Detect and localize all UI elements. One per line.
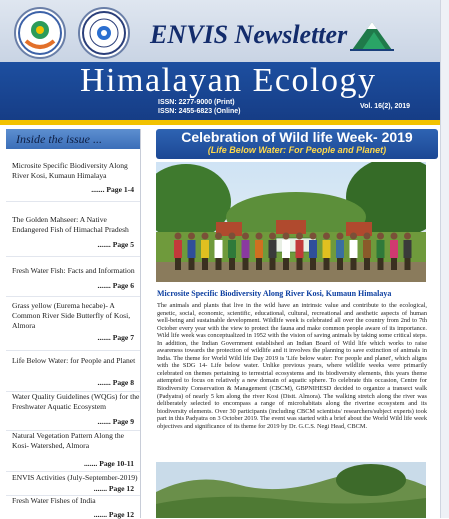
person-figure (377, 240, 385, 258)
person-figure (269, 240, 277, 258)
person-figure (404, 240, 412, 258)
toc-divider (6, 201, 140, 202)
person-figure (255, 240, 263, 258)
person-figure (174, 240, 182, 258)
toc-item-page: ....... Page 9 (97, 417, 134, 426)
toc-item-title[interactable]: Life Below Water: for People and Planet (12, 356, 136, 365)
person-figure (363, 240, 371, 258)
mountain-logo-icon (350, 18, 394, 52)
magazine-title: Himalayan Ecology (80, 62, 377, 99)
person-figure (215, 240, 223, 258)
toc-heading-text: Inside the issue ... (16, 132, 102, 146)
toc-divider (6, 256, 140, 257)
toc-item-page: ....... Page 12 (93, 510, 134, 519)
person-figure (282, 240, 290, 258)
toc-item-page: ....... Page 7 (97, 333, 134, 342)
toc-item-page: ....... Page 1-4 (91, 185, 134, 194)
toc-divider (6, 296, 140, 297)
toc-item-title[interactable]: Natural Vegetation Pattern Along the Kosi- Watershed, Almora (12, 431, 125, 450)
person-figure (296, 240, 304, 258)
toc-item-title[interactable]: The Golden Mahseer: A Native Endangered Fish of Himachal Pradesh (12, 215, 129, 234)
banner-title: Celebration of Wild life Week- 2019 (181, 129, 413, 145)
toc-divider (6, 471, 140, 472)
banner-subtitle: (Life Below Water: For People and Planet) (207, 145, 387, 155)
toc-item-page: ....... Page 5 (97, 240, 134, 249)
issn-online: ISSN: 2455-6823 (Online) (158, 108, 241, 115)
page-scrollbar[interactable] (440, 0, 449, 518)
toc-item-title[interactable]: Fresh Water Fish: Facts and Information (12, 266, 135, 275)
toc-sidebar (6, 129, 141, 518)
landscape-photo-image (156, 462, 426, 518)
person-figure (188, 240, 196, 258)
person-figure (390, 240, 398, 258)
ministry-emblem-icon (14, 7, 66, 59)
feature-banner (156, 129, 438, 159)
article-body: The animals and plants that live in the wild have an intrinsic value and contribute to the ecological, genetic, social, economic, scientific, educational, cultural, recreational and aesthetic aspects of human well-being and sustainable development. Wildlife week is celebrated all over the country from 2nd to 7th October every year with the view to protect the fauna and make common people aware of its importance. Wild life week was conceptualized in 1952 with the vision of saving animals by taking some critical steps. In addition, the Indian Government established an Indian Board of Wild life which works to raise awareness towards the protection of wildlife and it involves the planning to save extinction of animals in India. The theme for World Wild life Day 2019 is 'Life below water: For people and planet', which aligns with the SDG 14- Life below water. Unlike previous years, where wildlife weeks were primarily celebrated on themes pertaining to terrestrial ecosystems and its biodiversity elements, this years theme attempted to focus on relatively a new domain of aquatic sphere. To celebrate this occasion, Centre for Biodiversity Conservation & Management (CBCM), GBPNIHESD decided to organize a transect walk (Padyatra) of nearly 5 km along the river Kosi (Distt. Almora). The walking stretch along the river was deliberately selected to encompass a range of microhabitats along the riverine ecosystem and its biodiversity elements. Over 30 participants (including CBCM scientists/ researchers/subject experts) took part in this Padyatra on 3 October 2019. The event was started with a brief about the World Wild life week objectives and significance of its theme for 2019 by Dr. G.C.S. Negi Head, CBCM. (157, 302, 427, 430)
article-title: Microsite Specific Biodiversity Along River Kosi, Kumaun Himalaya (157, 289, 392, 298)
toc-item-title[interactable]: ENVIS Activities (July-September-2019) (12, 473, 138, 482)
toc-item-page: ....... Page 12 (93, 484, 134, 493)
toc-item-title[interactable]: Grass yellow (Eurema hecabe)- A Common River Side Butterfly of Kosi, Almora (12, 301, 131, 330)
toc-item-title[interactable]: Water Quality Guidelines (WQGs) for the Freshwater Aquatic Ecosystem (12, 392, 140, 411)
group-photo-image (156, 162, 426, 282)
toc-item-page: ....... Page 6 (97, 281, 134, 290)
volume-label: Vol. 16(2), 2019 (360, 103, 411, 110)
person-figure (336, 240, 344, 258)
issn-print: ISSN: 2277-9000 (Print) (158, 99, 235, 106)
toc-divider (6, 350, 140, 351)
person-figure (201, 240, 209, 258)
toc-item-title[interactable]: Fresh Water Fishes of India (12, 496, 96, 505)
toc-item-page: ....... Page 8 (97, 378, 134, 387)
institute-emblem-icon (78, 7, 130, 59)
header-yellow-stripe (0, 120, 449, 125)
person-figure (323, 240, 331, 258)
newsletter-title: ENVIS Newsletter (150, 20, 348, 49)
toc-heading (6, 129, 140, 149)
person-figure (242, 240, 250, 258)
person-figure (350, 240, 358, 258)
person-figure (309, 240, 317, 258)
toc-item-title[interactable]: Microsite Specific Biodiversity Along River Kosi, Kumaun Himalaya (12, 161, 128, 180)
person-figure (228, 240, 236, 258)
toc-item-page: ....... Page 10-11 (84, 459, 134, 468)
